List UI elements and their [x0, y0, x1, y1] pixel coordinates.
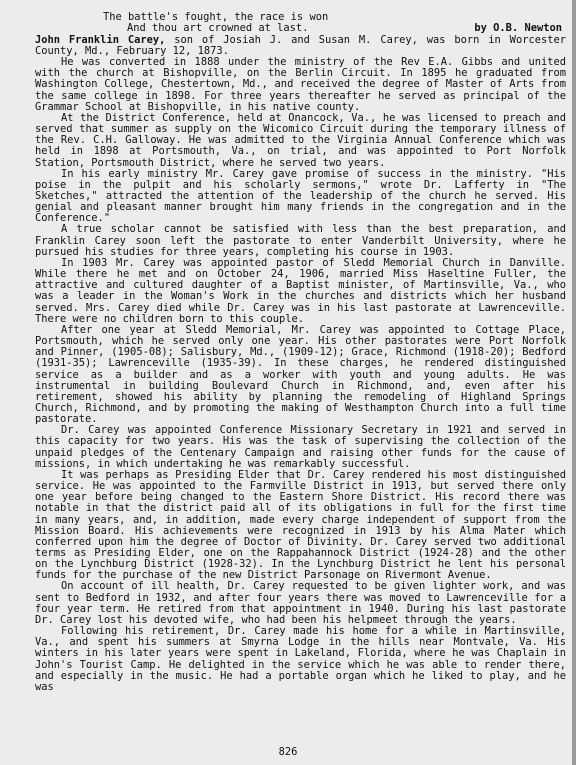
paragraph: After one year at Sledd Memorial, Mr. Carey was appointed to Cottage Place, Portsmouth, which he served only one year. His other pastorates were Port Norfolk and Pinner, (1905-08); Salisbury, Md., (1909-12); Grace, Richmond (1918-20); Bedford (1931-35); Lawrenceville (1935-39). In these charges, he rendered distinguished service as a builder and as a worker with youth and young adults. He was instrumental in building Boulevard Church in Richmond, and, even after his retirement, showed his ability by planning the remodeling of Highland Springs Church, Richmond, and by promoting the making of Westhampton Church into a full time pastorate. — [35, 323, 566, 426]
page-edge-rule — [572, 0, 576, 765]
epigraph-line-1: The battle's fought, the race is won — [103, 11, 329, 23]
paragraph: In 1903 Mr. Carey was appointed pastor of Sledd Memorial Church in Danville. While there he met and on October 24, 1906, married Miss Haseltine Fuller, the attractive and cultured daughter of a Baptist minister, of Martinsville, Va., who was a leader in the Woman's Work in the churches and districts which her husband served. Mrs. Carey died while Dr. Carey was in his last pastorate at Lawrenceville. There were no children born to this couple. — [35, 256, 566, 325]
paragraph: At the District Conference, held at Onancock, Va., he was licensed to preach and served that summer as supply on the Wicomico Circuit during the temporary illness of the Rev. C.H. Galloway. He was admitted to the Virginia Annual Conference which was held in 1898 at Portsmouth, Va., on trial, and was appointed to Port Norfolk Station, Portsmouth District, where he served two years. — [35, 111, 566, 169]
subject-intro: son of Josiah J. and Susan M. Carey, was born in Worcester County, Md., February 12, 1873. — [35, 33, 566, 57]
memoir-body — [35, 35, 566, 693]
paragraph: He was converted in 1888 under the ministry of the Rev E.A. Gibbs and united with the church at Bishopville, on the Berlin Circuit. In 1895 he graduated from Washington College, Chestertown, Md., and received the degree of Master of Arts from the same college in 1898. For three years thereafter he served as principal of the Grammar School at Bishopville, in his native county. — [35, 56, 566, 113]
paragraph: A true scholar cannot be satisfied with less than the best preparation, and Franklin Carey soon left the pastorate to enter Vanderbilt University, where he pursued his studies for three years, completing his course in 1903. — [35, 223, 566, 258]
epigraph — [35, 12, 566, 35]
subject-name: John Franklin Carey, — [35, 33, 166, 46]
opening-paragraph — [35, 35, 566, 57]
page-number: 826 — [278, 746, 298, 758]
paragraph: Following his retirement, Dr. Carey made his home for a while in Martinsville, Va., and spent his summers at Smyrna Lodge in the hills near Montvale, Va. His winters in his later years were spent in Lakeland, Florida, where he was Chaplain in John's Tourist Camp. He delighted in the service which he was able to render there, and especially in the music. He had a portable organ which he liked to play, and he was — [35, 625, 566, 693]
paragraph: In his early ministry Mr. Carey gave promise of success in the ministry. "His poise in the pulpit and his scholarly sermons," wrote Dr. Lafferty in "The Sketches," attracted the attention of the leadership of the church he served. His genial and pleasant manner brought him many friends in the congregation and in the Conference." — [35, 167, 566, 225]
paragraph: It was perhaps as Presiding Elder that Dr. Carey rendered his most distinguished service. He was appointed to the Farmville District in 1913, but served there only one year before being changed to the Eastern Shore District. His record there was notable in that the district paid all of its obligations in full for the first time in many years, and, in addition, made every charge independent of support from the Mission Board. His achievements were recognized in 1913 by his Alma Mater which conferred upon him the degree of Doctor of Divinity. Dr. Carey served two additional terms as Presiding Elder, one on the Rappahannock District (1924-28) and the other on the Lynchburg District (1928-32). In the Lynchburg District he lent his personal funds for the purchase of the new District Parsonage on Rivermont Avenue. — [35, 468, 566, 582]
epigraph-line-2: And thou art crowned at last. — [127, 22, 309, 35]
paragraph: Dr. Carey was appointed Conference Missionary Secretary in 1921 and served in this capacity for two years. His was the task of supervising the collection of the unpaid pledges of the Centenary Campaign and raising other funds for the cause of missions, in which undertaking he was remarkably successful. — [35, 424, 566, 470]
paragraph: On account of ill health, Dr. Carey requested to be given lighter work, and was sent to Bedford in 1932, and after four years there was moved to Lawrenceville for a four year term. He retired from that appointment in 1940. During his last pastorate Dr. Carey lost his devoted wife, who had been his helpmeet through the years. — [35, 580, 566, 626]
epigraph-byline: by O.B. Newton — [474, 22, 562, 35]
